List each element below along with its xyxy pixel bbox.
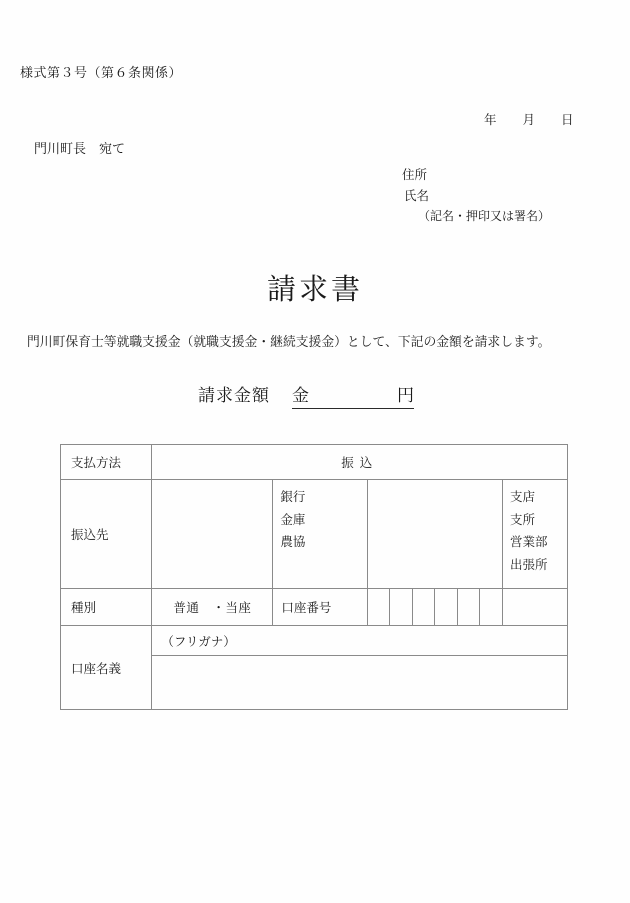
date-line <box>484 110 573 128</box>
account-digit-6[interactable] <box>480 589 503 626</box>
transfer-to-label: 振込先 <box>61 480 152 589</box>
account-holder-label: 口座名義 <box>61 626 152 710</box>
institution-type-options[interactable] <box>273 480 367 589</box>
branch-type-shutchojo[interactable]: 出張所 <box>510 556 548 572</box>
table-row-account-type <box>61 589 568 626</box>
institution-name-input[interactable] <box>152 480 273 589</box>
institution-type-shinkin[interactable]: 金庫 <box>280 511 306 527</box>
date-day-label: 日 <box>560 112 574 127</box>
account-number-label: 口座番号 <box>273 589 367 626</box>
body-paragraph: 門川町保育士等就職支援金（就職支援金・継続支援金）として、下記の金額を請求します。 <box>27 335 551 350</box>
page-title: 請求書 <box>266 272 363 306</box>
institution-type-stack <box>273 480 366 554</box>
claim-amount-row <box>198 381 414 409</box>
account-digit-1[interactable] <box>367 589 390 626</box>
branch-type-eigyobu[interactable]: 営業部 <box>510 534 548 549</box>
table-row-payment-method <box>61 445 568 480</box>
addressee-line: 門川町長 宛て <box>34 142 126 157</box>
currency-suffix: 円 <box>397 386 414 406</box>
account-digit-4[interactable] <box>435 589 458 626</box>
signer-address-label: 住所 <box>402 167 428 182</box>
payment-method-label: 支払方法 <box>61 445 152 480</box>
table-row-account-holder-kana <box>61 626 568 656</box>
signer-name-label: 氏名 <box>404 188 430 203</box>
branch-type-shiten[interactable]: 支店 <box>510 489 536 504</box>
kana-label: （フリガナ） <box>161 633 236 649</box>
institution-type-nokyo[interactable]: 農協 <box>280 534 306 549</box>
claim-amount-label: 請求金額 <box>198 386 270 406</box>
payment-method-value: 振込 <box>152 445 568 480</box>
account-holder-name-input[interactable] <box>152 656 568 710</box>
signer-block <box>402 164 550 227</box>
account-holder-kana[interactable] <box>152 626 568 656</box>
signer-seal-note: （記名・押印又は署名） <box>418 209 551 223</box>
institution-type-bank[interactable]: 銀行 <box>280 489 306 504</box>
payment-details-table <box>60 444 568 710</box>
table-row-transfer-to <box>61 480 568 589</box>
branch-type-stack <box>503 480 567 576</box>
account-type-value[interactable]: 普通 ・当座 <box>152 589 273 626</box>
account-digit-2[interactable] <box>390 589 413 626</box>
form-number: 様式第３号（第６条関係） <box>20 66 183 81</box>
date-month-label: 月 <box>522 112 535 127</box>
branch-type-options[interactable] <box>503 480 568 589</box>
account-digit-7[interactable] <box>503 589 568 626</box>
currency-prefix: 金 <box>292 386 309 406</box>
date-year-label: 年 <box>484 112 497 127</box>
branch-name-input[interactable] <box>367 480 502 589</box>
account-type-label: 種別 <box>61 589 152 626</box>
account-digit-3[interactable] <box>412 589 435 626</box>
account-digit-5[interactable] <box>457 589 480 626</box>
branch-type-shisho[interactable]: 支所 <box>510 511 536 527</box>
claim-amount-field[interactable] <box>292 381 414 409</box>
